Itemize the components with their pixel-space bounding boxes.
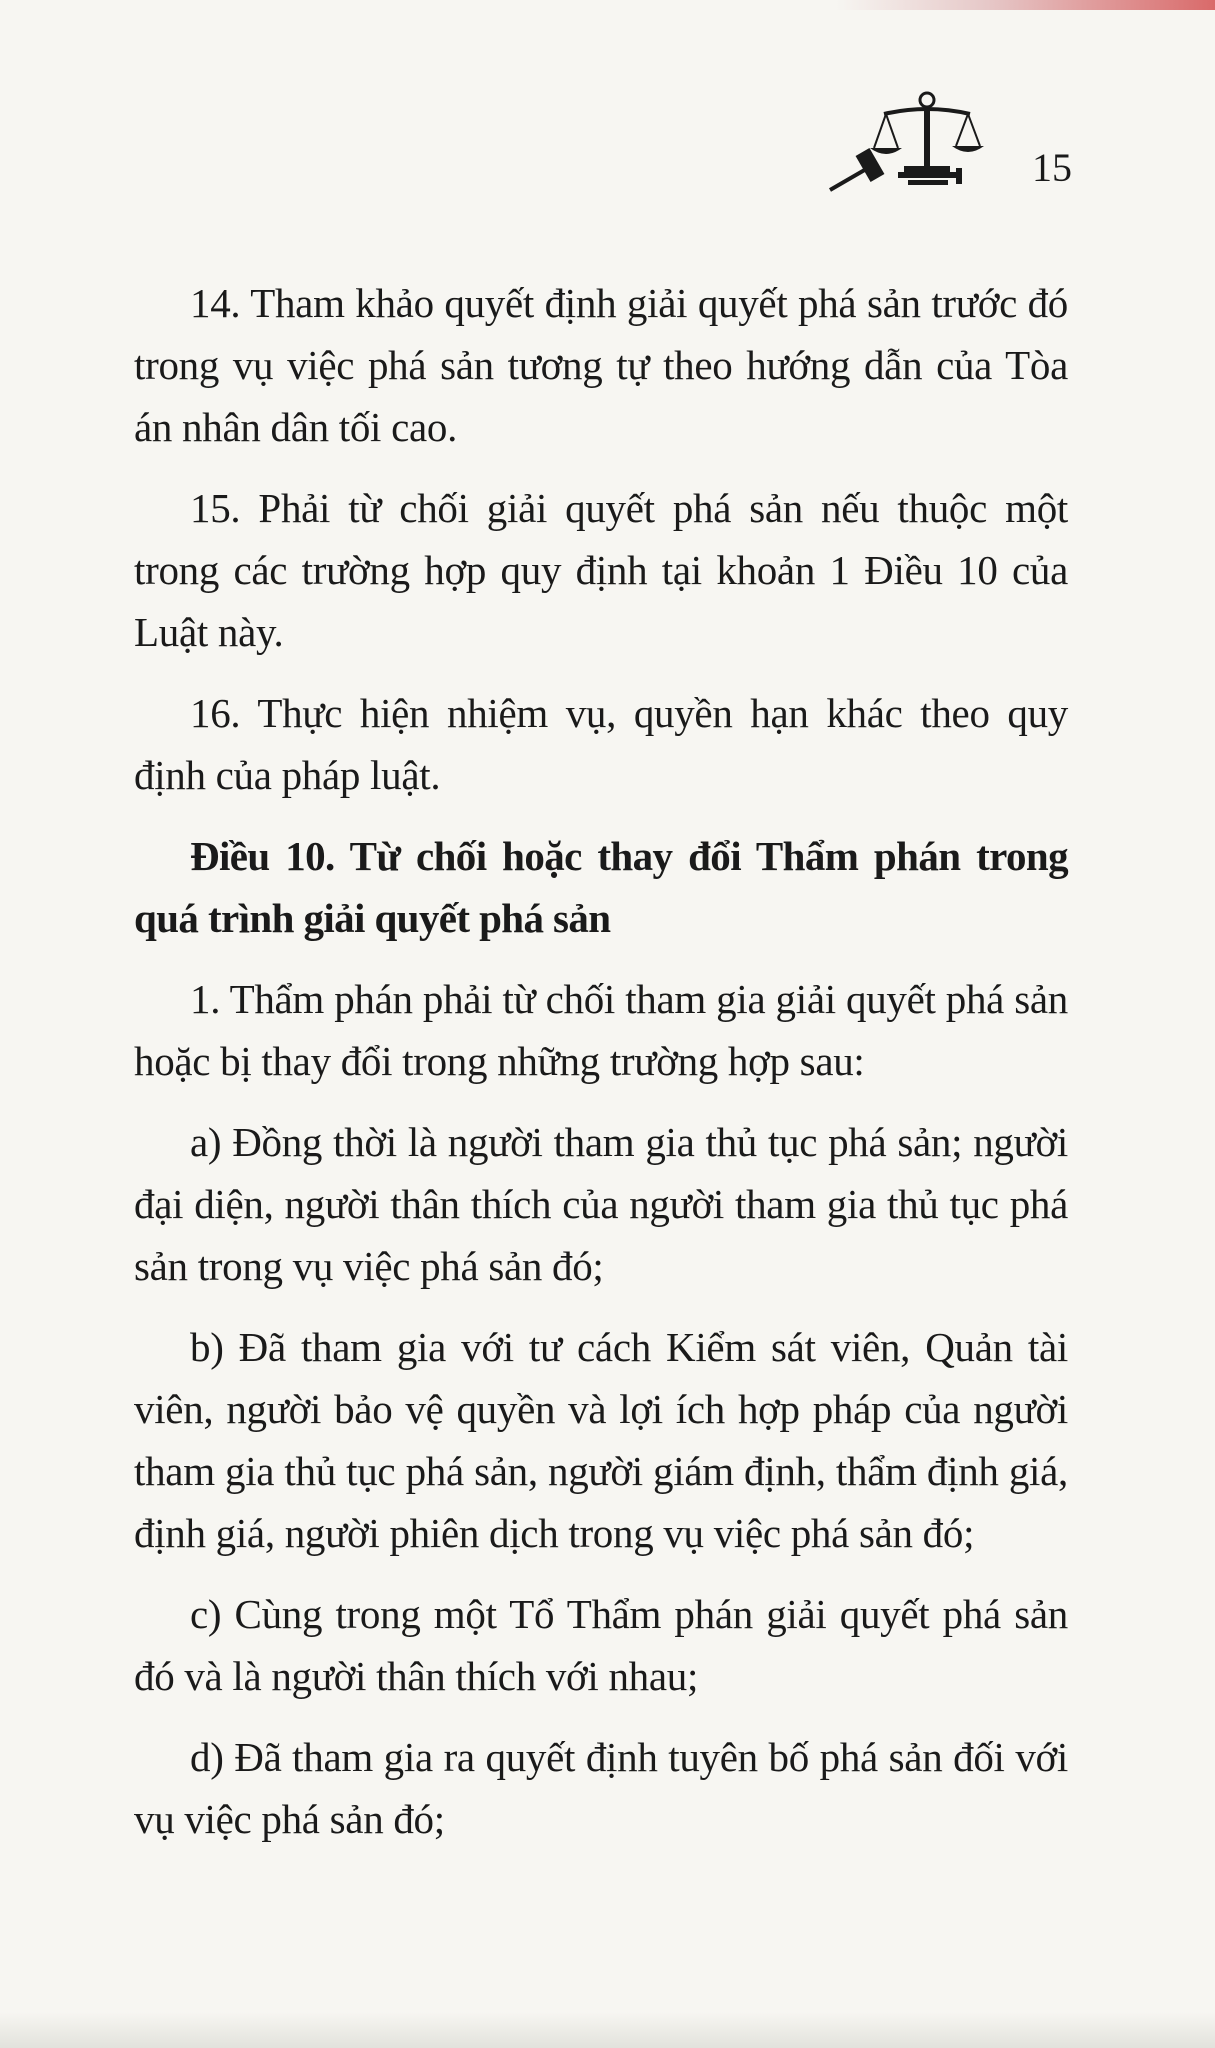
page-bottom-edge [0, 2012, 1215, 2048]
point-a: a) Đồng thời là người tham gia thủ tục phá sản; người đại diện, người thân thích của người tham gia thủ tục phá sản trong vụ việc phá sản đó; [134, 1119, 1068, 1289]
point-d: d) Đã tham gia ra quyết định tuyên bố phá sản đối với vụ việc phá sản đó; [134, 1734, 1068, 1842]
clause-1: 1. Thẩm phán phải từ chối tham gia giải quyết phá sản hoặc bị thay đổi trong những trường hợp sau: [134, 976, 1068, 1084]
page-top-edge [835, 0, 1215, 10]
scales-of-justice-gavel-icon [824, 84, 994, 194]
paragraph-item-16: 16. Thực hiện nhiệm vụ, quyền hạn khác theo quy định của pháp luật. [134, 690, 1068, 798]
point-b: b) Đã tham gia với tư cách Kiểm sát viên, Quản tài viên, người bảo vệ quyền và lợi ích hợp pháp của người tham gia thủ tục phá sản, người giám định, thẩm định giá, định giá, người phiên dịch trong vụ việc phá sản đó; [134, 1324, 1068, 1556]
page-number: 15 [1032, 145, 1072, 190]
point-c: c) Cùng trong một Tổ Thẩm phán giải quyết phá sản đó và là người thân thích với nhau; [134, 1591, 1068, 1699]
body-text [134, 272, 1068, 1869]
paragraph-item-14: 14. Tham khảo quyết định giải quyết phá sản trước đó trong vụ việc phá sản tương tự theo hướng dẫn của Tòa án nhân dân tối cao. [134, 280, 1068, 450]
article-heading: Điều 10. Từ chối hoặc thay đổi Thẩm phán trong quá trình giải quyết phá sản [134, 833, 1068, 941]
paragraph-item-15: 15. Phải từ chối giải quyết phá sản nếu thuộc một trong các trường hợp quy định tại khoản 1 Điều 10 của Luật này. [134, 485, 1068, 655]
